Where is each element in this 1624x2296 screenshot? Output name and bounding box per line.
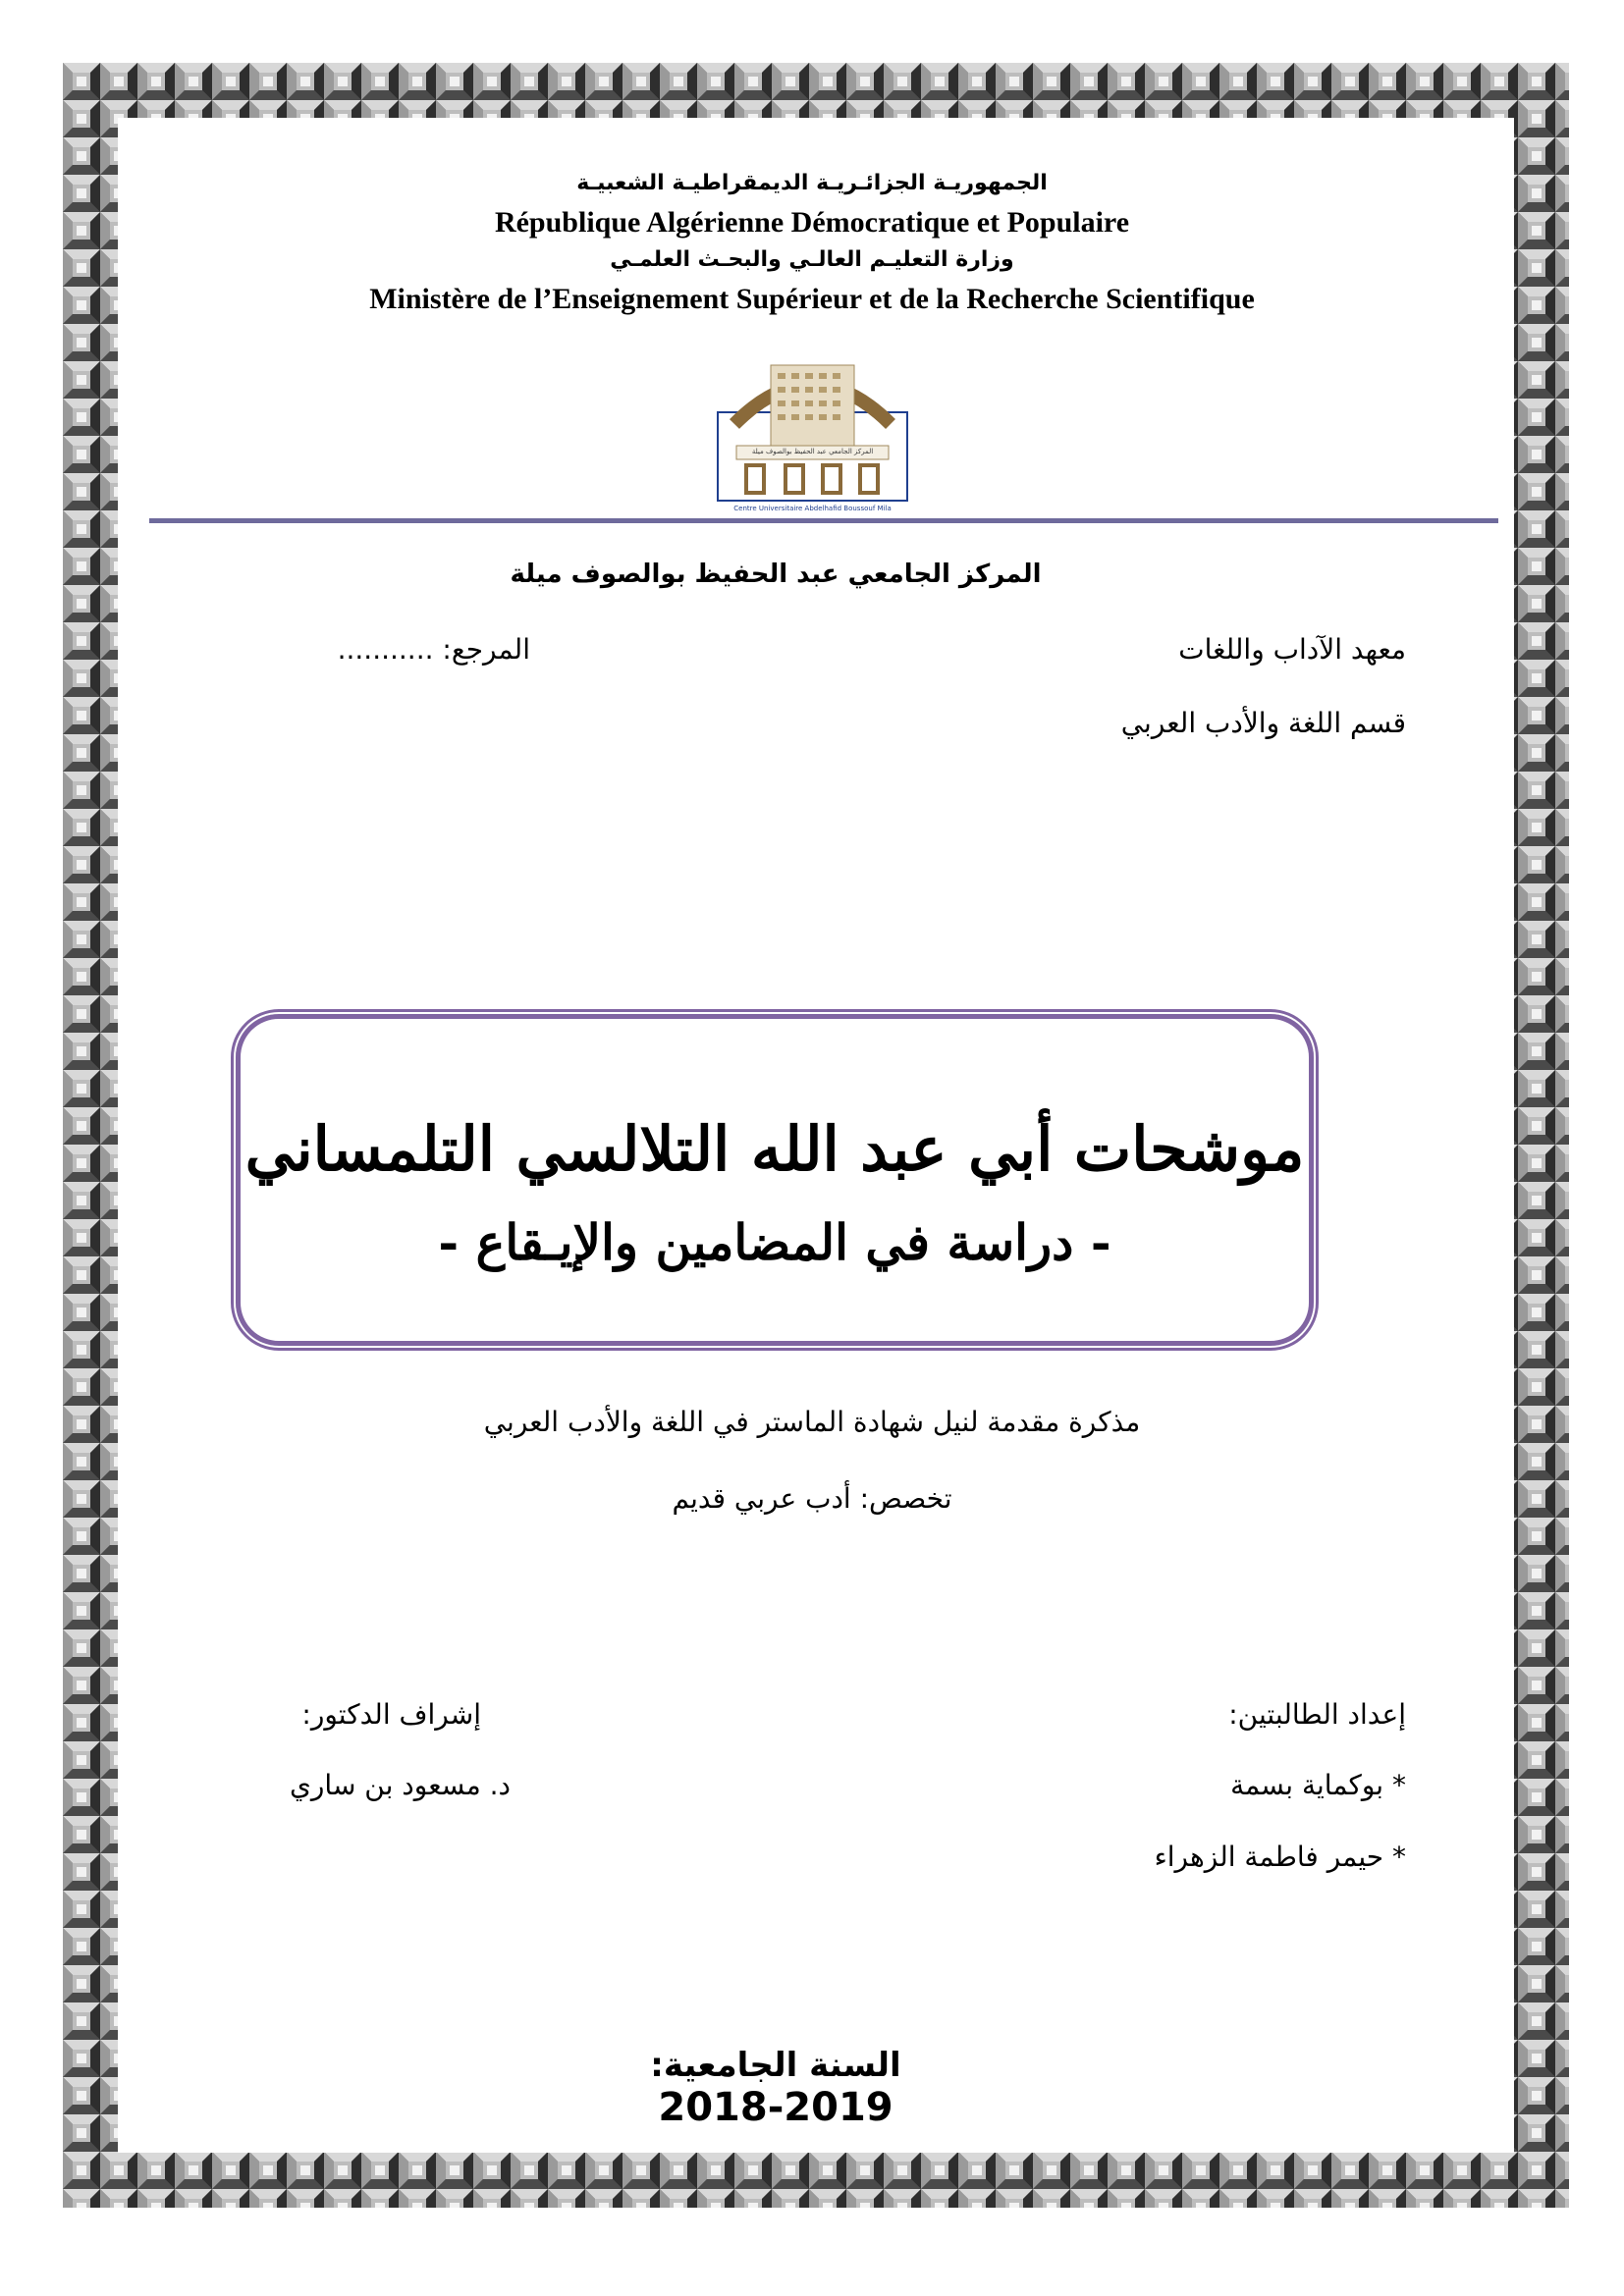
title-box bbox=[236, 1014, 1314, 1346]
institute-name: معهد الآداب واللغات bbox=[1178, 633, 1406, 666]
student-name-2: * حيمر فاطمة الزهراء bbox=[1154, 1841, 1406, 1873]
students-heading: إعداد الطالبتين: bbox=[1228, 1698, 1406, 1731]
university-logo-graphic bbox=[717, 355, 908, 503]
academic-year-label: السنة الجامعية: bbox=[650, 2046, 901, 2085]
thesis-subtitle: - دراسة في المضامين والإيـقاع - bbox=[438, 1213, 1111, 1271]
specialty: تخصص: أدب عربي قديم bbox=[672, 1482, 952, 1515]
ministry-french: Ministère de l’Enseignement Supérieur et de la Recherche Scientifique bbox=[369, 283, 1255, 315]
center-name: المركز الجامعي عبد الحفيظ بوالصوف ميلة bbox=[510, 560, 1042, 589]
header-divider-line bbox=[149, 518, 1498, 523]
logo-caption-arabic: المركز الجامعي عبد الحفيظ بوالصوف ميلة bbox=[751, 448, 874, 455]
reference-field: المرجع: ........... bbox=[337, 633, 530, 666]
thesis-title: موشحات أبي عبد الله التلالسي التلمساني bbox=[244, 1113, 1305, 1185]
degree-statement: مذكرة مقدمة لنيل شهادة الماستر في اللغة والأدب العربي bbox=[483, 1406, 1141, 1438]
supervisor-name: د. مسعود بن ساري bbox=[289, 1769, 511, 1801]
republic-arabic: الجمهوريـة الجزائـريـة الديمقراطيـة الشعبيـة bbox=[576, 171, 1048, 195]
department-name: قسم اللغة والأدب العربي bbox=[1120, 707, 1406, 739]
academic-year bbox=[530, 2046, 1021, 2130]
student-name-1: * بوكماية بسمة bbox=[1230, 1769, 1406, 1801]
academic-year-value: 2018-2019 bbox=[658, 2085, 893, 2130]
supervisor-heading: إشراف الدكتور: bbox=[301, 1698, 481, 1731]
university-logo bbox=[717, 355, 908, 512]
republic-french: République Algérienne Démocratique et Populaire bbox=[494, 206, 1130, 239]
ministry-arabic: وزارة التعليـم العالـي والبحـث العلمـي bbox=[610, 247, 1014, 272]
logo-caption-french: Centre Universitaire Abdelhafid Boussouf Mila bbox=[733, 505, 892, 512]
